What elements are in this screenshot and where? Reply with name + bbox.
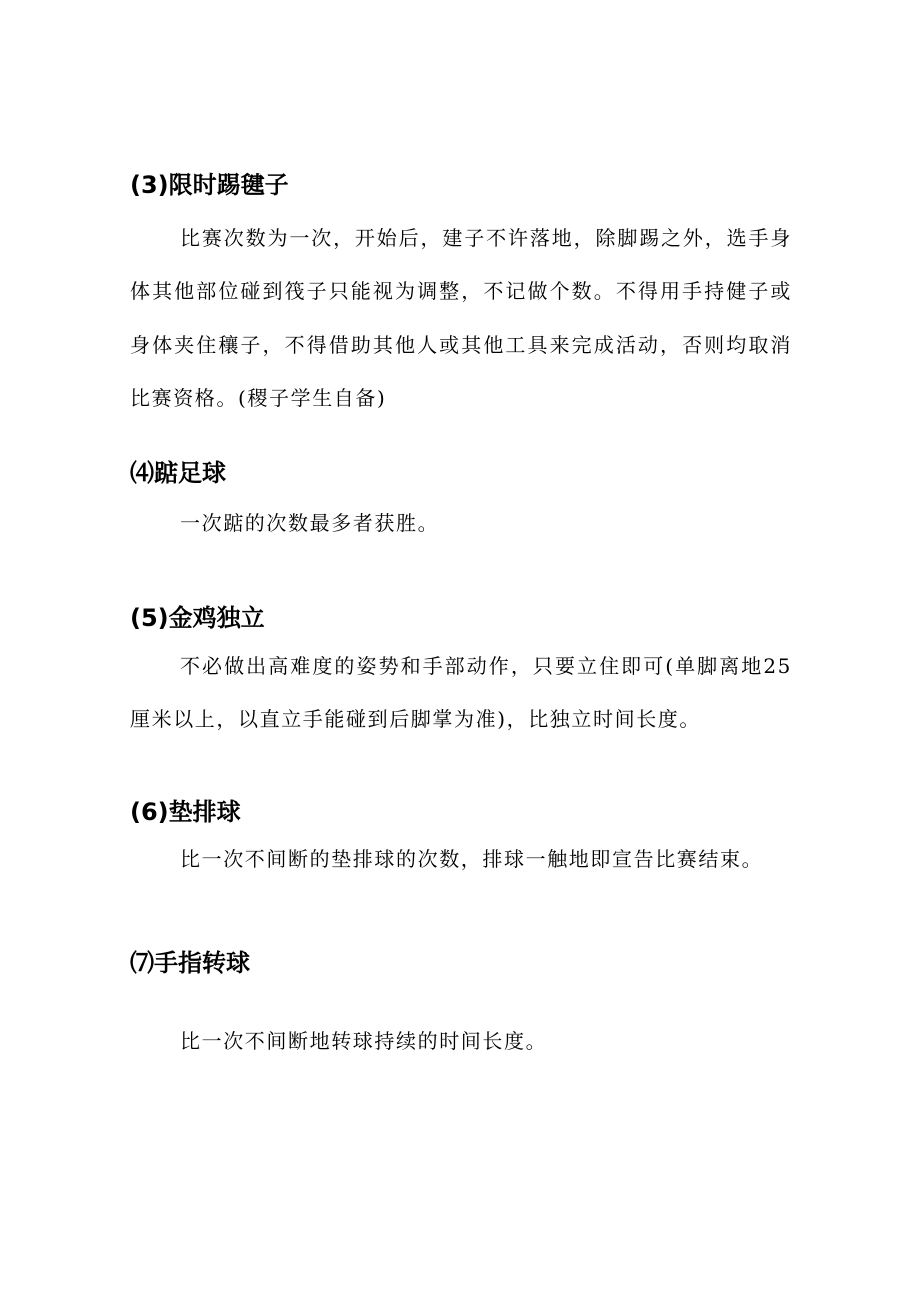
section-heading-toe-football: ⑷踮足球 <box>130 459 226 487</box>
section-paragraph-finger-spin: 比一次不间断地转球持续的时间长度。 <box>180 1029 548 1053</box>
section-paragraph-golden-rooster: 不必做出高难度的姿势和手部动作，只要立住即可(单脚离地25厘米以上，以直立手能碰到后脚掌为准)，比独立时间长度。 <box>130 654 792 732</box>
section-heading-volleyball: (6)垫排球 <box>130 798 241 826</box>
section-paragraph-volleyball: 比一次不间断的垫排球的次数，排球一触地即宣告比赛结束。 <box>180 847 764 871</box>
section-heading-finger-spin: ⑺手指转球 <box>130 949 250 977</box>
section-heading-golden-rooster: (5)金鸡独立 <box>130 604 265 632</box>
section-heading-kick-shuttlecock: (3)限时踢毽子 <box>130 171 289 199</box>
section-paragraph-toe-football: 一次踮的次数最多者获胜。 <box>180 511 440 535</box>
section-paragraph-kick-shuttlecock: 比赛次数为一次，开始后，建子不许落地，除脚踢之外，选手身体其他部位碰到筏子只能视为调整，不记做个数。不得用手持健子或身体夹住穰子，不得借助其他人或其他工具来完成活动，否则均取消比赛资格。(稷子学生自备) <box>130 226 792 410</box>
